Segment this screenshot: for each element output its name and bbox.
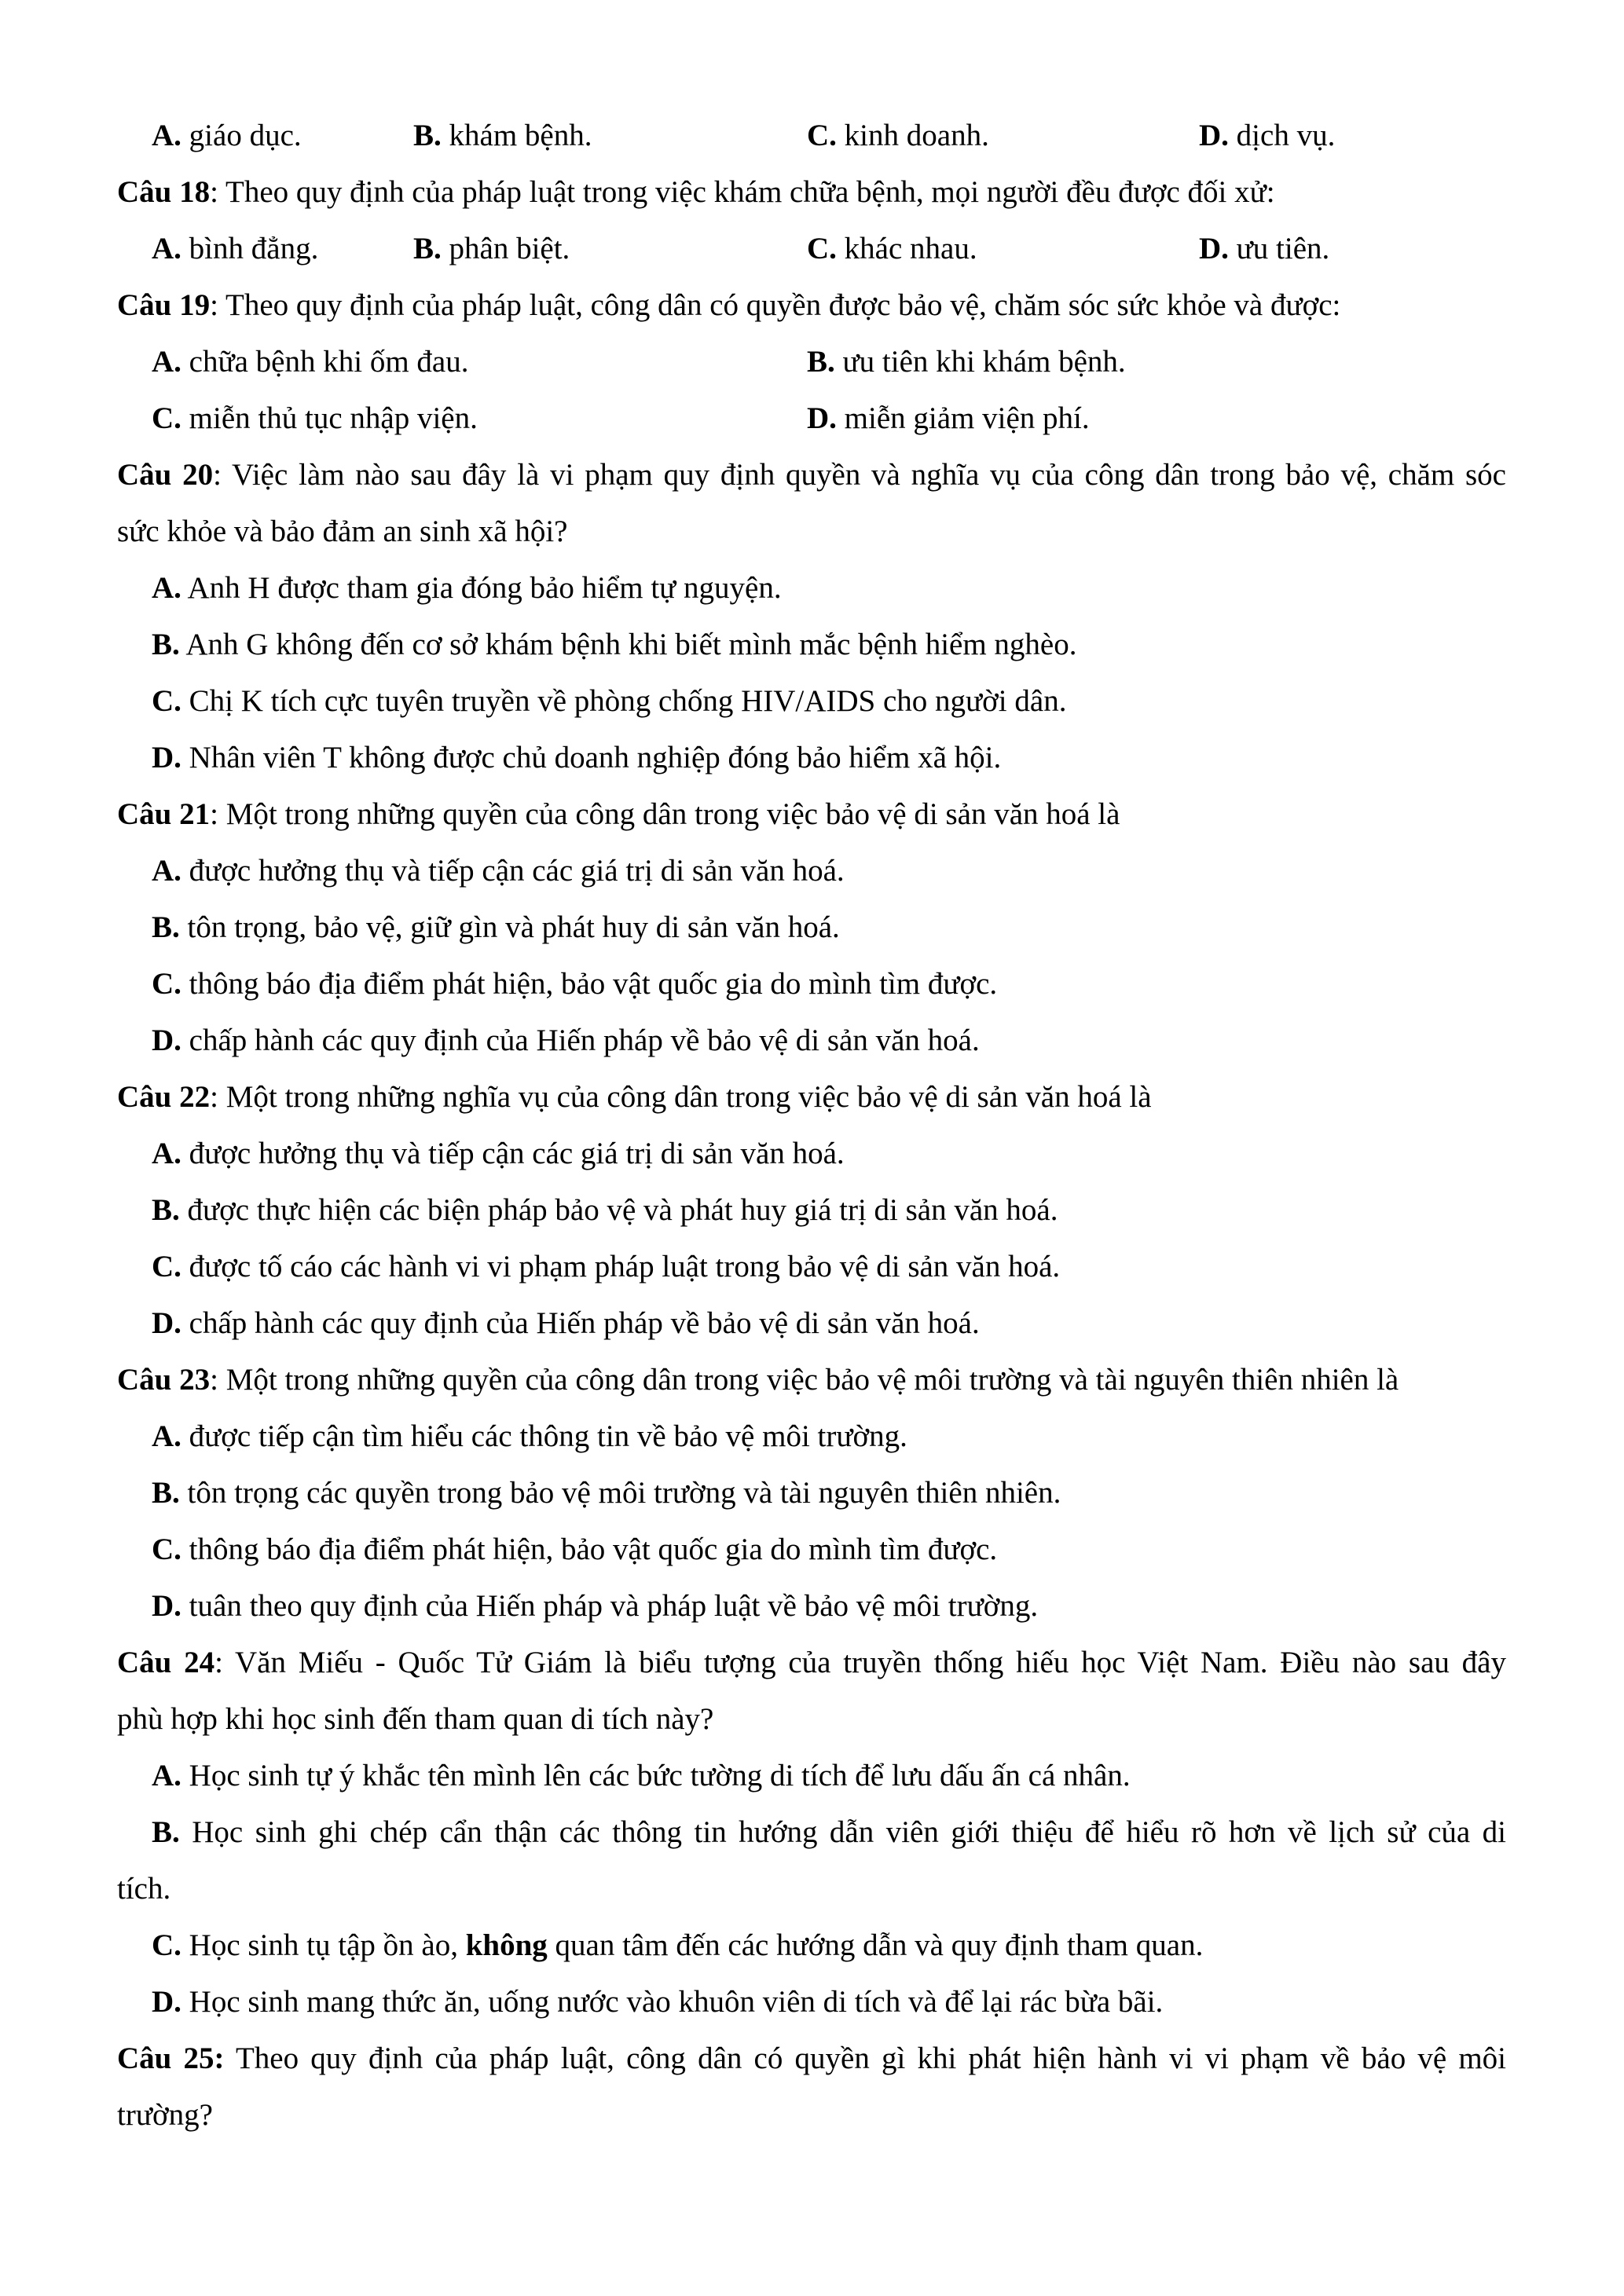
question-25: Câu 25: Theo quy định của pháp luật, công dân có quyền gì khi phát hiện hành vi vi phạm về bảo vệ môi [117, 2041, 1507, 2075]
option-b: B. Anh G không đến cơ sở khám bệnh khi biết mình mắc bệnh hiểm nghèo. [152, 628, 1077, 661]
option-d: D. Học sinh mang thức ăn, uống nước vào khuôn viên di tích và để lại rác bừa bãi. [152, 1985, 1164, 2019]
option-a: A. được hưởng thụ và tiếp cận các giá trị di sản văn hoá. [152, 854, 845, 888]
option-c: C. thông báo địa điểm phát hiện, bảo vật quốc gia do mình tìm được. [152, 967, 998, 1001]
question-19: Câu 19: Theo quy định của pháp luật, công dân có quyền được bảo vệ, chăm sóc sức khỏe và được: [117, 288, 1341, 322]
option-d: D. chấp hành các quy định của Hiến pháp về bảo vệ di sản văn hoá. [152, 1306, 980, 1340]
option-d: D. miễn giảm viện phí. [807, 401, 1090, 435]
option-a: A. Học sinh tự ý khắc tên mình lên các bức tường di tích để lưu dấu ấn cá nhân. [152, 1759, 1131, 1792]
option-c: C. Học sinh tụ tập ồn ào, không quan tâm đến các hướng dẫn và quy định tham quan. [152, 1928, 1204, 1962]
question-18: Câu 18: Theo quy định của pháp luật trong việc khám chữa bệnh, mọi người đều được đối xử: [117, 175, 1275, 209]
emphasis-word: không [465, 1928, 548, 1962]
option-b: B. được thực hiện các biện pháp bảo vệ và phát huy giá trị di sản văn hoá. [152, 1193, 1058, 1227]
question-24: Câu 24: Văn Miếu - Quốc Tử Giám là biểu tượng của truyền thống hiếu học Việt Nam. Điều nào sau đây [117, 1646, 1506, 1679]
option-a: A. chữa bệnh khi ốm đau. [152, 345, 469, 379]
option-b: B. Học sinh ghi chép cẩn thận các thông tin hướng dẫn viên giới thiệu để hiểu rõ hơn về lịch sử của di [152, 1815, 1506, 1849]
question-20: Câu 20: Việc làm nào sau đây là vi phạm quy định quyền và nghĩa vụ của công dân trong bảo vệ, chăm sóc [117, 458, 1506, 492]
option-d: D. chấp hành các quy định của Hiến pháp về bảo vệ di sản văn hoá. [152, 1023, 980, 1057]
question-24-continued: phù hợp khi học sinh đến tham quan di tích này? [117, 1702, 714, 1736]
option-d: D. dịch vụ. [1199, 119, 1336, 152]
option-a: A. được tiếp cận tìm hiểu các thông tin về bảo vệ môi trường. [152, 1419, 907, 1453]
option-d: D. ưu tiên. [1199, 232, 1330, 265]
option-b: B. khám bệnh. [413, 119, 592, 152]
option-a: A. bình đẳng. [152, 232, 319, 265]
option-d: D. Nhân viên T không được chủ doanh nghiệp đóng bảo hiểm xã hội. [152, 741, 1002, 774]
question-25-continued: trường? [117, 2098, 213, 2132]
option-c: C. khác nhau. [807, 232, 977, 265]
option-b: B. ưu tiên khi khám bệnh. [807, 345, 1126, 379]
option-d: D. tuân theo quy định của Hiến pháp và pháp luật về bảo vệ môi trường. [152, 1589, 1039, 1623]
question-23: Câu 23: Một trong những quyền của công dân trong việc bảo vệ môi trường và tài nguyên thiên nhiên là [117, 1363, 1399, 1397]
option-a: A. giáo dục. [152, 119, 302, 152]
option-c: C. Chị K tích cực tuyên truyền về phòng chống HIV/AIDS cho người dân. [152, 684, 1067, 718]
option-c: C. miễn thủ tục nhập viện. [152, 401, 478, 435]
option-b-continued: tích. [117, 1872, 171, 1906]
option-c: C. thông báo địa điểm phát hiện, bảo vật quốc gia do mình tìm được. [152, 1532, 998, 1566]
option-c: C. kinh doanh. [807, 119, 989, 152]
option-a: A. được hưởng thụ và tiếp cận các giá trị di sản văn hoá. [152, 1137, 845, 1170]
option-a: A. Anh H được tham gia đóng bảo hiểm tự nguyện. [152, 571, 782, 605]
option-b: B. phân biệt. [413, 232, 570, 265]
option-b: B. tôn trọng, bảo vệ, giữ gìn và phát huy di sản văn hoá. [152, 910, 840, 944]
option-c: C. được tố cáo các hành vi vi phạm pháp luật trong bảo vệ di sản văn hoá. [152, 1250, 1061, 1283]
question-21: Câu 21: Một trong những quyền của công dân trong việc bảo vệ di sản văn hoá là [117, 797, 1120, 831]
option-b: B. tôn trọng các quyền trong bảo vệ môi trường và tài nguyên thiên nhiên. [152, 1476, 1061, 1510]
question-22: Câu 22: Một trong những nghĩa vụ của công dân trong việc bảo vệ di sản văn hoá là [117, 1080, 1152, 1114]
question-20-continued: sức khỏe và bảo đảm an sinh xã hội? [117, 514, 568, 548]
